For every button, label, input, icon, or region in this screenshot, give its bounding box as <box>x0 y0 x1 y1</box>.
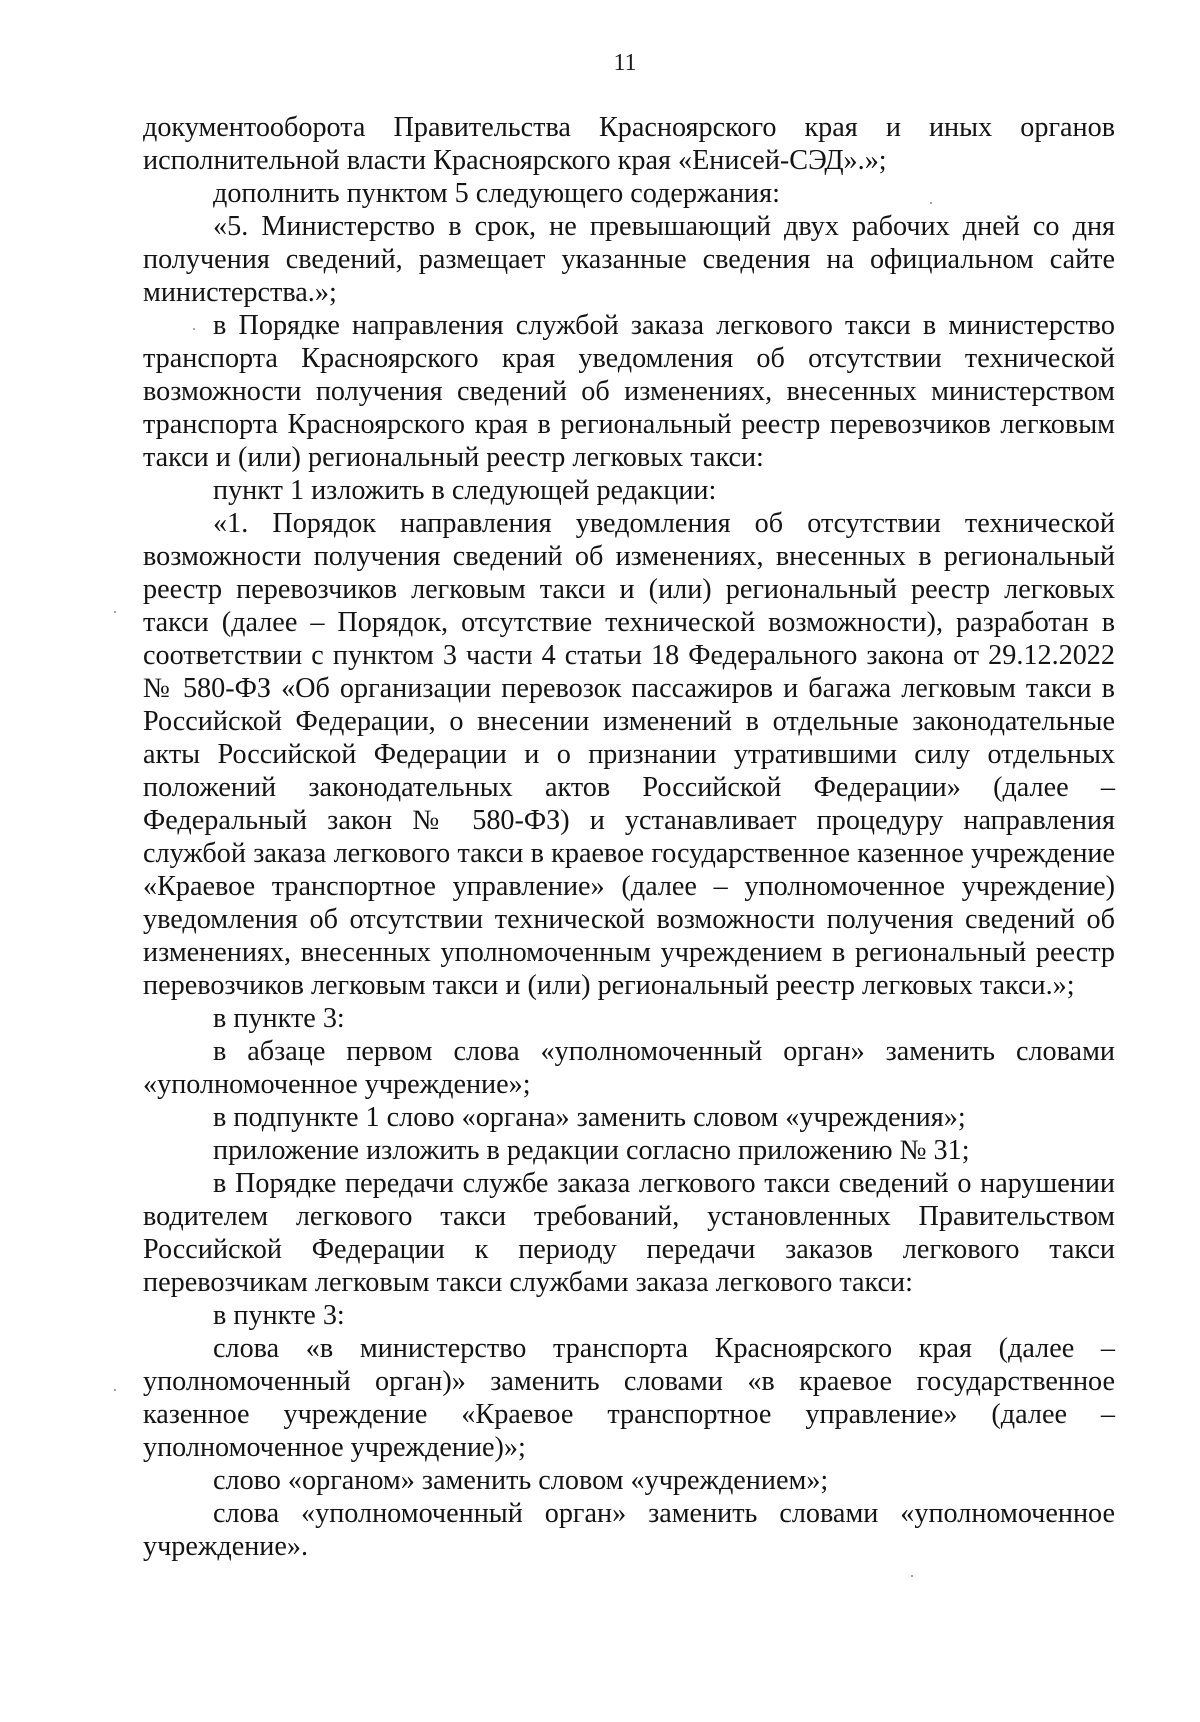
paragraph: дополнить пунктом 5 следующего содержания: <box>213 178 780 209</box>
paragraph: слова «в министерство транспорта Красноярского края (далее – уполномоченный орган)» заменить словами «в краевое государственное казенное учреждение «Краевое транспортное управление» (далее – уполномоченное учреждение)»; <box>143 1333 1115 1463</box>
scan-speck <box>911 1575 913 1577</box>
paragraph: приложение изложить в редакции согласно приложению № 31; <box>213 1135 970 1166</box>
paragraph-continuation: документооборота Правительства Красноярского края и иных органов исполнительной власти Красноярского края «Енисей-СЭД».»; <box>143 112 1115 176</box>
scan-speck <box>114 1389 116 1391</box>
scan-speck <box>193 328 195 330</box>
paragraph: слова «уполномоченный орган» заменить словами «уполномоченное учреждение». <box>143 1498 1115 1562</box>
paragraph: в пункте 3: <box>213 1003 345 1034</box>
paragraph: пункт 1 изложить в следующей редакции: <box>213 475 717 506</box>
paragraph: в абзаце первом слова «уполномоченный орган» заменить словами «уполномоченное учреждение»; <box>143 1036 1115 1100</box>
document-body <box>143 111 1115 1563</box>
page-number: 11 <box>613 50 637 76</box>
paragraph: в Порядке направления службой заказа легкового такси в министерство транспорта Красноярского края уведомления об отсутствии технической возможности получения сведений об изменениях, внесенных министерством транспорта Красноярского края в региональный реестр перевозчиков легковым такси и (или) региональный реестр легковых такси: <box>143 310 1115 473</box>
paragraph: в подпункте 1 слово «органа» заменить словом «учреждения»; <box>213 1102 966 1133</box>
paragraph: в Порядке передачи службе заказа легкового такси сведений о нарушении водителем легкового такси требований, установленных Правительством Российской Федерации к периоду передачи заказов легкового такси перевозчикам легковым такси службами заказа легкового такси: <box>143 1168 1115 1298</box>
paragraph: «1. Порядок направления уведомления об отсутствии технической возможности получения сведений об изменениях, внесенных в региональный реестр перевозчиков легковым такси и (или) региональный реестр легковых такси (далее – Порядок, отсутствие технической возможности), разработан в соответствии с пунктом 3 части 4 статьи 18 Федерального закона от 29.12.2022 № 580-ФЗ «Об организации перевозок пассажиров и багажа легковым такси в Российской Федерации, о внесении изменений в отдельные законодательные акты Российской Федерации и о признании утратившими силу отдельных положений законодательных актов Российской Федерации» (далее – Федеральный закон № 580-ФЗ) и устанавливает процедуру направления службой заказа легкового такси в краевое государственное казенное учреждение «Краевое транспортное управление» (далее – уполномоченное учреждение) уведомления об отсутствии технической возможности получения сведений об изменениях, внесенных уполномоченным учреждением в региональный реестр перевозчиков легковым такси и (или) региональный реестр легковых такси.»; <box>143 508 1115 1001</box>
paragraph: слово «органом» заменить словом «учреждением»; <box>213 1465 829 1496</box>
paragraph: в пункте 3: <box>213 1300 345 1331</box>
paragraph: «5. Министерство в срок, не превышающий двух рабочих дней со дня получения сведений, размещает указанные сведения на официальном сайте министерства.»; <box>143 211 1115 308</box>
scan-speck <box>114 611 116 613</box>
scan-speck <box>930 202 932 204</box>
